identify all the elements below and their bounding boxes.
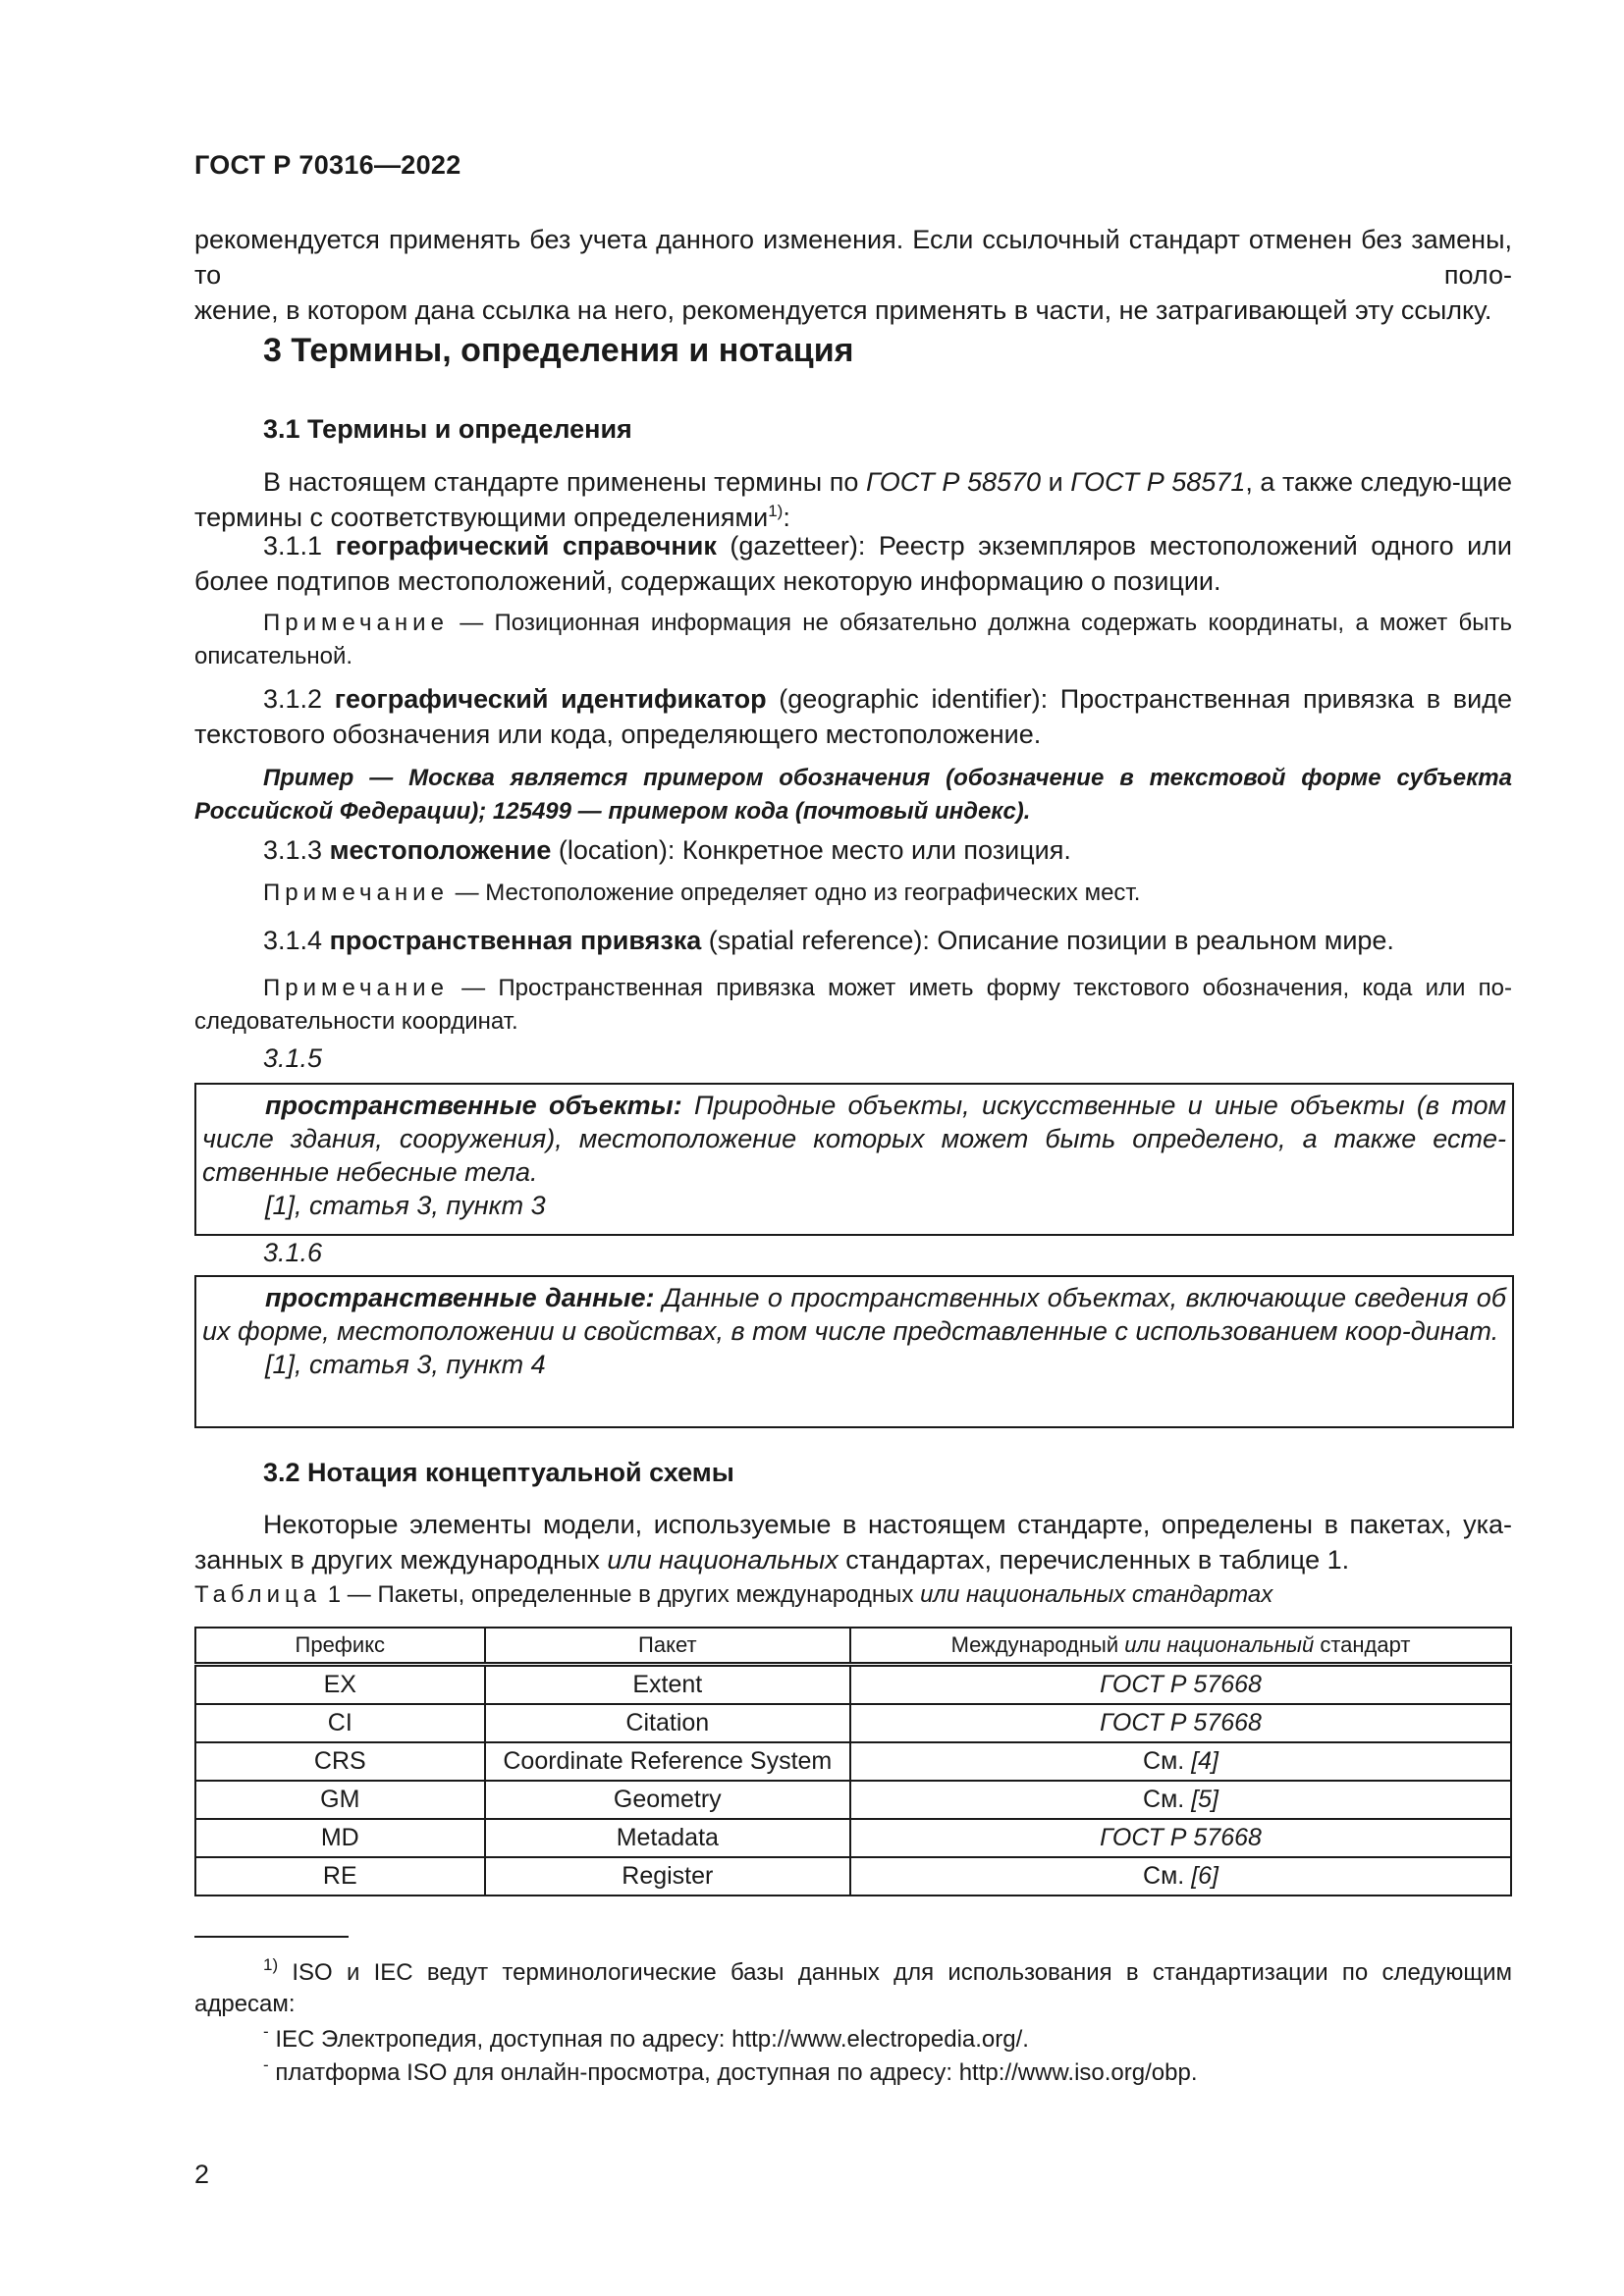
term-3-1-1-note: Примечание — Позиционная информация не обязательно должна содержать координаты, а может быть описательной. bbox=[194, 610, 1512, 669]
header-package: Пакет bbox=[485, 1628, 850, 1665]
term-3-1-1: 3.1.1 географический справочник (gazetteer): Реестр экземпляров местоположений одного или более подтипов местоположений, содержащих некоторую информацию о позиции. bbox=[194, 531, 1512, 596]
cell-prefix: RE bbox=[195, 1857, 485, 1896]
notation-paragraph: Некоторые элементы модели, используемые в настоящем стандарте, определены в пакетах, ука-занных в других международных или национальных стандартах, перечисленных в таблице 1. bbox=[194, 1510, 1512, 1575]
subsection-title-terms: 3.1 Термины и определения bbox=[263, 414, 632, 444]
document-header: ГОСТ Р 70316—2022 bbox=[194, 150, 461, 180]
cell-prefix: CRS bbox=[195, 1742, 485, 1781]
term-3-1-2: 3.1.2 географический идентификатор (geographic identifier): Пространственная привязка в виде текстового обозначения или кода, определяющего местоположение. bbox=[194, 684, 1512, 749]
note-label: Примечание bbox=[263, 610, 449, 636]
footnote-divider bbox=[194, 1936, 349, 1938]
table-row bbox=[195, 1781, 1511, 1819]
cell-package: Geometry bbox=[485, 1781, 850, 1819]
cell-prefix: GM bbox=[195, 1781, 485, 1819]
table-row bbox=[195, 1704, 1511, 1742]
intro-paragraph bbox=[194, 222, 1512, 328]
page-number: 2 bbox=[194, 2160, 210, 2189]
intro-line-1: рекомендуется применять без учета данного изменения. Если ссылочный стандарт отменен без замены, то поло- bbox=[194, 225, 1512, 290]
term-3-1-3: 3.1.3 местоположение (location): Конкретное место или позиция. bbox=[263, 835, 1071, 865]
term-source: [1], статья 3, пункт 4 bbox=[265, 1350, 546, 1379]
packages-table bbox=[194, 1627, 1512, 1896]
term-3-1-2-example: Пример — Москва является примером обозначения (обозначение в текстовой форме субъекта Российской Федерации); 125499 — примером кода (почтовый индекс). bbox=[194, 765, 1512, 825]
term-3-1-4-note: Примечание — Пространственная привязка может иметь форму текстового обозначения, кода или по-следовательности координат. bbox=[194, 975, 1512, 1035]
footnote-text: $^{1)}$ ISO и IEC ведут терминологические базы данных для использования в стандартизации по следующим адресам: bbox=[194, 1955, 1512, 2017]
note-label: Примечание bbox=[263, 975, 449, 1001]
term-3-1-3-note: Примечание — Местоположение определяет одно из географических мест. bbox=[263, 880, 1141, 906]
term-name: пространственные данные: bbox=[265, 1283, 655, 1312]
cell-standard: ГОСТ Р 57668 bbox=[850, 1665, 1511, 1705]
term-name: географический справочник bbox=[335, 531, 717, 561]
cell-prefix: EX bbox=[195, 1665, 485, 1705]
term-name: пространственные объекты: bbox=[265, 1091, 682, 1120]
ref-gost-58571: ГОСТ Р 58571 bbox=[1070, 467, 1246, 497]
intro-line-2: жение, в котором дана ссылка на него, рекомендуется применять в части, не затрагивающей эту ссылку. bbox=[194, 295, 1492, 325]
ref-gost-58570: ГОСТ Р 58570 bbox=[865, 467, 1042, 497]
cell-prefix: CI bbox=[195, 1704, 485, 1742]
cell-standard: ГОСТ Р 57668 bbox=[850, 1819, 1511, 1857]
term-name: местоположение bbox=[329, 835, 552, 865]
cell-package: Metadata bbox=[485, 1819, 850, 1857]
cell-package: Coordinate Reference System bbox=[485, 1742, 850, 1781]
term-name: географический идентификатор bbox=[334, 684, 767, 714]
footnote-item-iso-obp: - платформа ISO для онлайн-просмотра, доступная по адресу: http://www.iso.org/obp. bbox=[263, 2056, 1198, 2086]
cell-standard: См. [5] bbox=[850, 1781, 1511, 1819]
section-title: 3 Термины, определения и нотация bbox=[263, 332, 854, 369]
table-header-row bbox=[195, 1628, 1511, 1665]
cell-prefix: MD bbox=[195, 1819, 485, 1857]
table-row bbox=[195, 1742, 1511, 1781]
term-3-1-5-number: 3.1.5 bbox=[263, 1043, 323, 1073]
term-name: пространственная привязка bbox=[329, 926, 702, 955]
table-row bbox=[195, 1665, 1511, 1705]
term-source: [1], статья 3, пункт 3 bbox=[265, 1191, 546, 1220]
footnote-item-electropedia: - IEC Электропедия, доступная по адресу: http://www.electropedia.org/. bbox=[263, 2022, 1029, 2053]
table-caption: Таблица 1 — Пакеты, определенные в других международных или национальных стандартах bbox=[194, 1581, 1273, 1608]
table-row bbox=[195, 1819, 1511, 1857]
cell-package: Register bbox=[485, 1857, 850, 1896]
term-3-1-5-box: пространственные объекты: Природные объекты, искусственные и иные объекты (в том числе здания, сооружения), местоположение которых может быть определено, а также есте-ственные небесные тела. [1], статья 3, пункт 3 bbox=[194, 1083, 1514, 1236]
footnote-ref: 1) bbox=[768, 502, 784, 520]
term-3-1-4: 3.1.4 пространственная привязка (spatial reference): Описание позиции в реальном мире. bbox=[263, 926, 1394, 955]
cell-standard: См. [6] bbox=[850, 1857, 1511, 1896]
cell-package: Extent bbox=[485, 1665, 850, 1705]
cell-standard: См. [4] bbox=[850, 1742, 1511, 1781]
cell-standard: ГОСТ Р 57668 bbox=[850, 1704, 1511, 1742]
terms-intro-paragraph: В настоящем стандарте применены термины по ГОСТ Р 58570 и ГОСТ Р 58571, а также следую-щие термины с соответствующими определениями$^{1)}$: bbox=[194, 467, 1512, 532]
cell-package: Citation bbox=[485, 1704, 850, 1742]
note-label: Примечание bbox=[263, 880, 449, 906]
subsection-title-notation: 3.2 Нотация концептуальной схемы bbox=[263, 1458, 734, 1487]
term-3-1-6-box: пространственные данные: Данные о пространственных объектах, включающие сведения об их форме, местоположении и свойствах, в том числе представленные с использованием коор-динат. [1], статья 3, пункт 4 bbox=[194, 1275, 1514, 1428]
header-standard: Международный или национальный стандарт bbox=[850, 1628, 1511, 1665]
term-3-1-6-number: 3.1.6 bbox=[263, 1238, 323, 1267]
header-prefix: Префикс bbox=[195, 1628, 485, 1665]
table-row bbox=[195, 1857, 1511, 1896]
